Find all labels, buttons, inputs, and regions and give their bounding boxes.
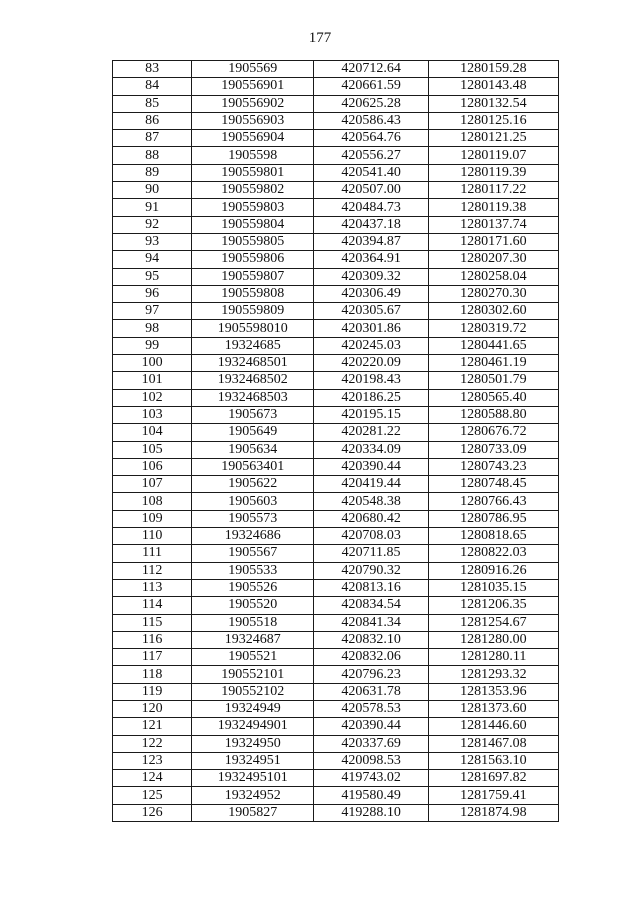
point-id-cell: 190556902 (192, 95, 314, 112)
x-coordinate-cell: 420309.32 (314, 268, 428, 285)
row-number-cell: 97 (113, 303, 192, 320)
row-number-cell: 122 (113, 735, 192, 752)
point-id-cell: 1932494901 (192, 718, 314, 735)
table-row (113, 476, 559, 493)
point-id-cell: 190559804 (192, 216, 314, 233)
x-coordinate-cell: 420419.44 (314, 476, 428, 493)
row-number-cell: 112 (113, 562, 192, 579)
y-coordinate-cell: 1281254.67 (428, 614, 558, 631)
x-coordinate-cell: 420813.16 (314, 579, 428, 596)
row-number-cell: 100 (113, 355, 192, 372)
point-id-cell: 1932468503 (192, 389, 314, 406)
point-id-cell: 19324951 (192, 752, 314, 769)
point-id-cell: 190559802 (192, 182, 314, 199)
x-coordinate-cell: 420625.28 (314, 95, 428, 112)
point-id-cell: 1905533 (192, 562, 314, 579)
x-coordinate-cell: 419288.10 (314, 804, 428, 821)
row-number-cell: 110 (113, 528, 192, 545)
y-coordinate-cell: 1280319.72 (428, 320, 558, 337)
x-coordinate-cell: 420712.64 (314, 61, 428, 78)
table-row (113, 130, 559, 147)
row-number-cell: 84 (113, 78, 192, 95)
row-number-cell: 116 (113, 631, 192, 648)
y-coordinate-cell: 1281035.15 (428, 579, 558, 596)
x-coordinate-cell: 420437.18 (314, 216, 428, 233)
row-number-cell: 87 (113, 130, 192, 147)
x-coordinate-cell: 420796.23 (314, 666, 428, 683)
x-coordinate-cell: 420711.85 (314, 545, 428, 562)
table-row (113, 389, 559, 406)
x-coordinate-cell: 420790.32 (314, 562, 428, 579)
y-coordinate-cell: 1281280.11 (428, 649, 558, 666)
y-coordinate-cell: 1280501.79 (428, 372, 558, 389)
point-id-cell: 190559806 (192, 251, 314, 268)
row-number-cell: 96 (113, 285, 192, 302)
table-row (113, 95, 559, 112)
x-coordinate-cell: 420832.10 (314, 631, 428, 648)
y-coordinate-cell: 1280588.80 (428, 406, 558, 423)
point-id-cell: 190559809 (192, 303, 314, 320)
row-number-cell: 102 (113, 389, 192, 406)
x-coordinate-cell: 420564.76 (314, 130, 428, 147)
x-coordinate-cell: 420301.86 (314, 320, 428, 337)
table-row (113, 510, 559, 527)
x-coordinate-cell: 419743.02 (314, 770, 428, 787)
x-coordinate-cell: 420334.09 (314, 441, 428, 458)
y-coordinate-cell: 1281874.98 (428, 804, 558, 821)
x-coordinate-cell: 420541.40 (314, 164, 428, 181)
point-id-cell: 1932495101 (192, 770, 314, 787)
y-coordinate-cell: 1280125.16 (428, 112, 558, 129)
table-row (113, 683, 559, 700)
row-number-cell: 123 (113, 752, 192, 769)
row-number-cell: 94 (113, 251, 192, 268)
table-row (113, 78, 559, 95)
x-coordinate-cell: 420364.91 (314, 251, 428, 268)
y-coordinate-cell: 1281280.00 (428, 631, 558, 648)
x-coordinate-cell: 420098.53 (314, 752, 428, 769)
table-row (113, 268, 559, 285)
row-number-cell: 121 (113, 718, 192, 735)
point-id-cell: 1905622 (192, 476, 314, 493)
table-row (113, 112, 559, 129)
table-row (113, 303, 559, 320)
row-number-cell: 108 (113, 493, 192, 510)
x-coordinate-cell: 420507.00 (314, 182, 428, 199)
table-row (113, 579, 559, 596)
row-number-cell: 85 (113, 95, 192, 112)
table-row (113, 718, 559, 735)
table-row (113, 666, 559, 683)
row-number-cell: 90 (113, 182, 192, 199)
table-row (113, 441, 559, 458)
page-number: 177 (308, 30, 332, 46)
y-coordinate-cell: 1280822.03 (428, 545, 558, 562)
y-coordinate-cell: 1281373.60 (428, 700, 558, 717)
point-id-cell: 190552102 (192, 683, 314, 700)
table-row (113, 355, 559, 372)
row-number-cell: 92 (113, 216, 192, 233)
table-row (113, 649, 559, 666)
table-row (113, 735, 559, 752)
row-number-cell: 103 (113, 406, 192, 423)
table-row (113, 372, 559, 389)
row-number-cell: 111 (113, 545, 192, 562)
point-id-cell: 1905520 (192, 597, 314, 614)
row-number-cell: 83 (113, 61, 192, 78)
y-coordinate-cell: 1281697.82 (428, 770, 558, 787)
x-coordinate-cell: 420578.53 (314, 700, 428, 717)
y-coordinate-cell: 1280119.07 (428, 147, 558, 164)
point-id-cell: 190559803 (192, 199, 314, 216)
table-row (113, 251, 559, 268)
x-coordinate-cell: 420556.27 (314, 147, 428, 164)
point-id-cell: 190552101 (192, 666, 314, 683)
point-id-cell: 1905521 (192, 649, 314, 666)
x-coordinate-cell: 420661.59 (314, 78, 428, 95)
row-number-cell: 114 (113, 597, 192, 614)
table-row (113, 493, 559, 510)
y-coordinate-cell: 1280121.25 (428, 130, 558, 147)
y-coordinate-cell: 1280916.26 (428, 562, 558, 579)
point-id-cell: 1905518 (192, 614, 314, 631)
x-coordinate-cell: 420586.43 (314, 112, 428, 129)
table-row (113, 545, 559, 562)
point-id-cell: 1905634 (192, 441, 314, 458)
table-row (113, 233, 559, 250)
point-id-cell: 1905673 (192, 406, 314, 423)
row-number-cell: 117 (113, 649, 192, 666)
y-coordinate-cell: 1280748.45 (428, 476, 558, 493)
point-id-cell: 1905603 (192, 493, 314, 510)
x-coordinate-cell: 420832.06 (314, 649, 428, 666)
table-row (113, 787, 559, 804)
y-coordinate-cell: 1281446.60 (428, 718, 558, 735)
table-row (113, 458, 559, 475)
table-row (113, 406, 559, 423)
table-row (113, 528, 559, 545)
y-coordinate-cell: 1280143.48 (428, 78, 558, 95)
x-coordinate-cell: 420708.03 (314, 528, 428, 545)
row-number-cell: 105 (113, 441, 192, 458)
x-coordinate-cell: 420306.49 (314, 285, 428, 302)
coordinates-table (112, 60, 559, 822)
row-number-cell: 118 (113, 666, 192, 683)
x-coordinate-cell: 420390.44 (314, 458, 428, 475)
row-number-cell: 89 (113, 164, 192, 181)
y-coordinate-cell: 1280171.60 (428, 233, 558, 250)
y-coordinate-cell: 1281759.41 (428, 787, 558, 804)
row-number-cell: 115 (113, 614, 192, 631)
y-coordinate-cell: 1280743.23 (428, 458, 558, 475)
point-id-cell: 190559805 (192, 233, 314, 250)
point-id-cell: 1905573 (192, 510, 314, 527)
y-coordinate-cell: 1280565.40 (428, 389, 558, 406)
x-coordinate-cell: 420195.15 (314, 406, 428, 423)
row-number-cell: 126 (113, 804, 192, 821)
table-row (113, 199, 559, 216)
table-row (113, 424, 559, 441)
table-row (113, 285, 559, 302)
y-coordinate-cell: 1280207.30 (428, 251, 558, 268)
table-row (113, 614, 559, 631)
row-number-cell: 95 (113, 268, 192, 285)
row-number-cell: 109 (113, 510, 192, 527)
x-coordinate-cell: 420631.78 (314, 683, 428, 700)
point-id-cell: 1905827 (192, 804, 314, 821)
x-coordinate-cell: 420834.54 (314, 597, 428, 614)
table-row (113, 752, 559, 769)
x-coordinate-cell: 420337.69 (314, 735, 428, 752)
point-id-cell: 19324685 (192, 337, 314, 354)
row-number-cell: 98 (113, 320, 192, 337)
y-coordinate-cell: 1280132.54 (428, 95, 558, 112)
point-id-cell: 1905598010 (192, 320, 314, 337)
point-id-cell: 1905569 (192, 61, 314, 78)
y-coordinate-cell: 1281563.10 (428, 752, 558, 769)
table-row (113, 147, 559, 164)
x-coordinate-cell: 419580.49 (314, 787, 428, 804)
row-number-cell: 113 (113, 579, 192, 596)
y-coordinate-cell: 1280766.43 (428, 493, 558, 510)
row-number-cell: 104 (113, 424, 192, 441)
y-coordinate-cell: 1280137.74 (428, 216, 558, 233)
point-id-cell: 19324687 (192, 631, 314, 648)
row-number-cell: 99 (113, 337, 192, 354)
y-coordinate-cell: 1280676.72 (428, 424, 558, 441)
point-id-cell: 19324950 (192, 735, 314, 752)
y-coordinate-cell: 1280733.09 (428, 441, 558, 458)
point-id-cell: 190559801 (192, 164, 314, 181)
y-coordinate-cell: 1281206.35 (428, 597, 558, 614)
point-id-cell: 190556904 (192, 130, 314, 147)
x-coordinate-cell: 420198.43 (314, 372, 428, 389)
y-coordinate-cell: 1280441.65 (428, 337, 558, 354)
x-coordinate-cell: 420548.38 (314, 493, 428, 510)
table-row (113, 562, 559, 579)
x-coordinate-cell: 420841.34 (314, 614, 428, 631)
table-row (113, 164, 559, 181)
table-row (113, 61, 559, 78)
table-body (113, 61, 559, 822)
table-row (113, 216, 559, 233)
table-row (113, 597, 559, 614)
point-id-cell: 1905526 (192, 579, 314, 596)
row-number-cell: 119 (113, 683, 192, 700)
y-coordinate-cell: 1280786.95 (428, 510, 558, 527)
point-id-cell: 1905649 (192, 424, 314, 441)
row-number-cell: 101 (113, 372, 192, 389)
table-row (113, 337, 559, 354)
y-coordinate-cell: 1280818.65 (428, 528, 558, 545)
x-coordinate-cell: 420680.42 (314, 510, 428, 527)
point-id-cell: 190559807 (192, 268, 314, 285)
point-id-cell: 190556903 (192, 112, 314, 129)
x-coordinate-cell: 420484.73 (314, 199, 428, 216)
row-number-cell: 125 (113, 787, 192, 804)
point-id-cell: 19324949 (192, 700, 314, 717)
point-id-cell: 1932468502 (192, 372, 314, 389)
point-id-cell: 1932468501 (192, 355, 314, 372)
point-id-cell: 19324686 (192, 528, 314, 545)
row-number-cell: 86 (113, 112, 192, 129)
table-row (113, 320, 559, 337)
x-coordinate-cell: 420245.03 (314, 337, 428, 354)
y-coordinate-cell: 1280119.39 (428, 164, 558, 181)
point-id-cell: 1905567 (192, 545, 314, 562)
x-coordinate-cell: 420281.22 (314, 424, 428, 441)
point-id-cell: 1905598 (192, 147, 314, 164)
row-number-cell: 106 (113, 458, 192, 475)
row-number-cell: 107 (113, 476, 192, 493)
point-id-cell: 190556901 (192, 78, 314, 95)
x-coordinate-cell: 420186.25 (314, 389, 428, 406)
y-coordinate-cell: 1281467.08 (428, 735, 558, 752)
y-coordinate-cell: 1280270.30 (428, 285, 558, 302)
point-id-cell: 190559808 (192, 285, 314, 302)
y-coordinate-cell: 1280302.60 (428, 303, 558, 320)
point-id-cell: 190563401 (192, 458, 314, 475)
table-row (113, 182, 559, 199)
x-coordinate-cell: 420305.67 (314, 303, 428, 320)
y-coordinate-cell: 1280159.28 (428, 61, 558, 78)
row-number-cell: 88 (113, 147, 192, 164)
x-coordinate-cell: 420390.44 (314, 718, 428, 735)
table-row (113, 804, 559, 821)
y-coordinate-cell: 1280119.38 (428, 199, 558, 216)
y-coordinate-cell: 1280258.04 (428, 268, 558, 285)
y-coordinate-cell: 1281293.32 (428, 666, 558, 683)
table-row (113, 700, 559, 717)
table-row (113, 770, 559, 787)
row-number-cell: 124 (113, 770, 192, 787)
x-coordinate-cell: 420394.87 (314, 233, 428, 250)
y-coordinate-cell: 1280461.19 (428, 355, 558, 372)
y-coordinate-cell: 1281353.96 (428, 683, 558, 700)
point-id-cell: 19324952 (192, 787, 314, 804)
row-number-cell: 120 (113, 700, 192, 717)
x-coordinate-cell: 420220.09 (314, 355, 428, 372)
row-number-cell: 93 (113, 233, 192, 250)
row-number-cell: 91 (113, 199, 192, 216)
table-row (113, 631, 559, 648)
y-coordinate-cell: 1280117.22 (428, 182, 558, 199)
